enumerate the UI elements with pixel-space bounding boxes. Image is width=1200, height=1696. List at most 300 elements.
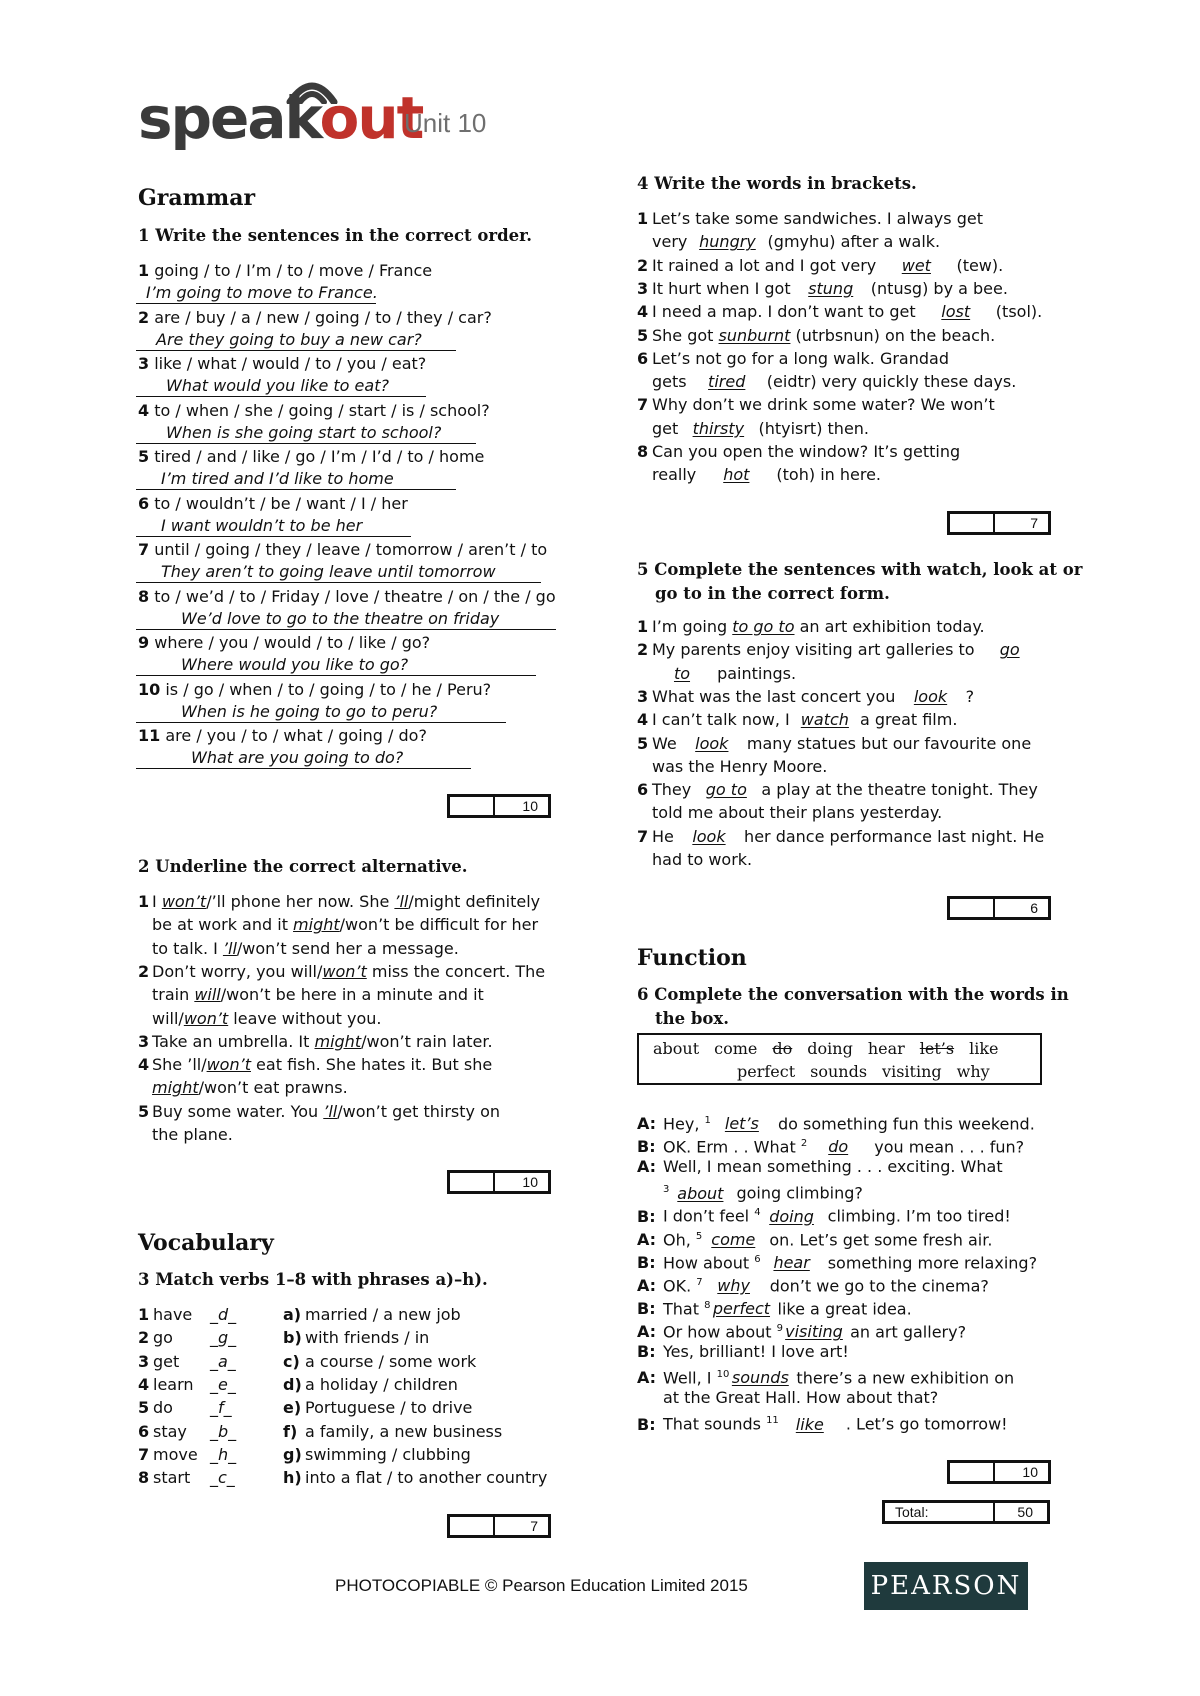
exercise-2-score-box: 10 (447, 1170, 551, 1194)
sentence-text: (ntusg) by a bee. (865, 278, 1008, 298)
sentence-text: train (152, 985, 195, 1005)
box-word: visiting (882, 1062, 942, 1081)
sentence-text: It hurt when I got (652, 278, 796, 298)
verb: do (153, 1398, 173, 1418)
sentence-text: What was the last concert you (652, 686, 901, 706)
phrase-letter: b) (283, 1328, 302, 1348)
exercise-2-line (138, 1008, 381, 1030)
item-number: 2 (637, 640, 649, 660)
sentence-text: Let’s not go for a long walk. Grandad (652, 348, 949, 368)
box-word: like (969, 1039, 999, 1058)
item-number: 1 (138, 1305, 150, 1324)
total-score-box (882, 1500, 1050, 1524)
exercise-1-prompt (138, 725, 427, 747)
phrase: a holiday / children (305, 1374, 458, 1394)
phrase: married / a new job (305, 1305, 461, 1324)
dialogue-line (637, 1226, 992, 1251)
dialogue-text: Yes, brilliant! I love art! (663, 1342, 849, 1361)
ex5-line (637, 756, 827, 778)
sentence-text: Let’s take some sandwiches. I always get (652, 209, 983, 228)
exercise-1-answer: They aren’t to going leave until tomorrow (136, 562, 541, 583)
vocabulary-heading: Vocabulary (138, 1230, 274, 1256)
speaker-label: A: (637, 1322, 657, 1342)
item-number: 3 (637, 278, 649, 298)
dialogue-text: an art gallery? (844, 1322, 967, 1342)
dialogue-text: I don’t feel (663, 1206, 755, 1226)
exercise-6-title-line2: the box. (655, 1009, 729, 1028)
dialogue-text: OK. Erm . . What (663, 1137, 801, 1157)
item-number: 2 (138, 961, 150, 981)
sentence-text: eat fish. She hates it. But she (250, 1055, 493, 1075)
phrase: a course / some work (305, 1351, 477, 1371)
item-number: 4 (637, 302, 649, 322)
item-number: 5 (138, 1101, 150, 1121)
filled-gap: like (795, 1414, 824, 1434)
dialogue-text: That sounds (663, 1414, 767, 1434)
filled-gap: thirsty (692, 418, 745, 438)
item-number: 11 (138, 726, 161, 745)
verb: get (153, 1351, 180, 1371)
ex4-line (637, 231, 940, 253)
underlined-choice: won’t (183, 1008, 229, 1028)
sentence-text: ? (960, 686, 975, 706)
exercise-2-line (138, 891, 540, 913)
item-number: 3 (138, 354, 150, 373)
copyright-footer: PHOTOCOPIABLE © Pearson Education Limited 2015 (335, 1576, 748, 1595)
phrase-letter: a) (283, 1305, 302, 1324)
unit-label: Unit 10 (404, 108, 487, 138)
item-number: 6 (637, 780, 649, 800)
exercise-1-prompt (138, 353, 426, 375)
ex4-line (637, 325, 995, 347)
exercise-3-score-box: 7 (447, 1514, 551, 1538)
speaker-label: A: (637, 1276, 657, 1296)
exercise-6-score-box: 10 (947, 1460, 1051, 1484)
ex5-line (637, 639, 1040, 661)
item-number: 3 (637, 686, 649, 706)
sentence-text: I can’t talk now, I (652, 710, 795, 730)
item-number: 1 (637, 209, 649, 228)
exercise-1-answer: What would you like to eat? (136, 376, 426, 397)
speaker-label: A: (637, 1114, 657, 1134)
filled-gap: wet (901, 255, 931, 275)
dialogue-text: something more relaxing? (822, 1252, 1038, 1272)
underlined-choice: won’t (206, 1055, 251, 1075)
filled-gap: sounds (731, 1368, 789, 1388)
sentence-text: the plane. (152, 1125, 233, 1144)
dialogue-line (637, 1156, 1003, 1178)
speaker-label: B: (637, 1206, 656, 1226)
gap-number: 11 (766, 1415, 779, 1427)
item-number: 7 (637, 395, 649, 415)
filled-gap: hear (773, 1252, 810, 1272)
ex4-line (637, 348, 949, 370)
item-number: 5 (637, 325, 649, 345)
sentence-text: I need a map. I don’t want to get (652, 302, 921, 322)
ex4-line (637, 441, 960, 463)
dialogue-text: Hey, (663, 1114, 705, 1134)
ex5-line (637, 709, 957, 731)
match-answer: _d_ (210, 1305, 237, 1324)
exercise-2-line (138, 1124, 233, 1146)
sentence-text: They (652, 780, 697, 800)
ex5-line (637, 616, 985, 638)
exercise-6-title-line1: 6 Complete the conversation with the words in (637, 985, 1069, 1004)
prompt-text: until / going / they / leave / tomorrow / aren’t / to (154, 540, 548, 559)
box-word: perfect (737, 1062, 796, 1081)
filled-gap: to (673, 663, 691, 683)
item-number: 6 (637, 348, 649, 368)
item-number: 4 (637, 710, 649, 730)
filled-gap: watch (800, 710, 849, 730)
gap-number: 2 (800, 1138, 808, 1150)
phrase-letter: e) (283, 1398, 302, 1418)
exercise-2-line (138, 1077, 348, 1099)
exercise-1-prompt (138, 307, 492, 329)
phrase-letter: f) (283, 1421, 298, 1441)
phrase: with friends / in (305, 1328, 430, 1348)
ex4-line (637, 278, 1008, 300)
total-value: 50 (1017, 1504, 1033, 1520)
sentence-text: Can you open the window? It’s getting (652, 442, 961, 461)
dialogue-text: Oh, (663, 1229, 696, 1249)
prompt-text: going / to / I’m / to / move / France (154, 261, 433, 280)
sentence-text: a play at the theatre tonight. They (756, 780, 1038, 800)
sentence-text: /won’t be difficult for her (339, 915, 539, 935)
sentence-text: leave without you. (228, 1008, 382, 1028)
word-box (637, 1033, 1042, 1085)
item-number: 4 (138, 400, 150, 420)
dialogue-line (637, 1410, 1008, 1435)
item-number: 6 (138, 1421, 150, 1441)
dialogue-line (637, 1272, 989, 1297)
item-number: 8 (637, 442, 649, 461)
sentence-text: (tsol). (990, 302, 1043, 322)
match-answer: _c_ (210, 1468, 235, 1488)
filled-gap: go (999, 640, 1020, 660)
item-number: 7 (138, 540, 150, 559)
box-word: hear (867, 1039, 905, 1058)
exercise-4-title: 4 Write the words in brackets. (637, 174, 917, 193)
match-answer: _f_ (210, 1398, 232, 1418)
dialogue-line (637, 1249, 1037, 1274)
filled-gap: why (717, 1276, 750, 1296)
sentence-text: really (652, 465, 702, 485)
exercise-5-title-line1: 5 Complete the sentences with watch, look at or (637, 560, 1083, 579)
match-answer: _g_ (210, 1328, 237, 1348)
phrase-letter: c) (283, 1351, 300, 1371)
phrase-letter: g) (283, 1444, 302, 1464)
filled-gap: tired (708, 372, 746, 392)
sentence-text: She ’ll/ (152, 1055, 207, 1075)
box-word: about (653, 1039, 700, 1058)
dialogue-line (637, 1364, 1014, 1389)
item-number: 8 (138, 586, 150, 606)
box-word: do (772, 1039, 793, 1058)
sentence-text: an art exhibition today. (794, 617, 985, 636)
exercise-1-prompt (138, 493, 408, 515)
sentence-text: /won’t eat prawns. (198, 1078, 348, 1098)
sentence-text: /might definitely (408, 892, 541, 911)
item-number: 5 (637, 733, 649, 753)
item-number: 5 (138, 1398, 150, 1418)
gap-number: 9 (776, 1322, 783, 1334)
item-number: 10 (138, 679, 161, 699)
sentence-text: was the Henry Moore. (652, 756, 828, 776)
filled-gap: hungry (699, 232, 756, 252)
filled-gap: stung (808, 278, 854, 298)
ex5-line (637, 802, 942, 824)
prompt-text: like / what / would / to / you / eat? (154, 354, 427, 373)
exercise-1-prompt (138, 260, 432, 282)
item-number: 1 (138, 261, 150, 280)
speaker-label: A: (637, 1157, 657, 1177)
underlined-choice: won’t (161, 892, 207, 911)
filled-gap: come (711, 1229, 756, 1249)
exercise-1-answer: When is he going to go to peru? (136, 702, 506, 723)
sentence-text: (eidtr) very quickly these days. (761, 372, 1017, 392)
exercise-1-answer: What are you going to do? (136, 748, 471, 769)
ex5-line (637, 733, 1031, 755)
sentence-text: We (652, 733, 682, 753)
dialogue-text: Well, I mean something . . . exciting. What (663, 1157, 1003, 1177)
ex5-line (637, 849, 752, 871)
sentence-text: My parents enjoy visiting art galleries to (652, 640, 980, 660)
item-number: 2 (138, 1328, 150, 1348)
dialogue-text: going climbing? (731, 1183, 863, 1203)
exercise-1-answer: I’m going to move to France. (136, 283, 376, 304)
ex5-line (637, 663, 796, 685)
exercise-1-answer: When is she going start to school? (136, 423, 476, 444)
dialogue-line (637, 1202, 1011, 1227)
item-number: 4 (138, 1055, 150, 1075)
grammar-heading: Grammar (138, 185, 256, 211)
exercise-1-prompt (138, 586, 556, 608)
prompt-text: to / wouldn’t / be / want / I / her (154, 493, 408, 513)
match-answer: _h_ (210, 1444, 237, 1464)
filled-gap: do (828, 1137, 849, 1157)
exercise-2-line (138, 1031, 493, 1053)
exercise-1-answer: We’d love to go to the theatre on friday (136, 609, 556, 630)
ex4-line (637, 255, 1003, 277)
exercise-2-line (138, 1101, 500, 1123)
item-number: 1 (637, 617, 649, 636)
gap-number: 7 (696, 1276, 703, 1288)
gap-number: 5 (695, 1230, 703, 1242)
exercise-1-answer: Where would you like to go? (136, 655, 536, 676)
filled-gap: doing (769, 1206, 814, 1226)
dialogue-line (637, 1341, 849, 1363)
gap-number: 3 (663, 1184, 670, 1196)
exercise-1-prompt (138, 539, 547, 561)
filled-gap: about (677, 1183, 724, 1203)
ex4-line (637, 301, 1042, 323)
verb: learn (153, 1374, 194, 1394)
prompt-text: is / go / when / to / going / to / he / Peru? (165, 679, 492, 699)
underlined-choice: won’t (322, 961, 367, 981)
dialogue-text: do something fun this weekend. (772, 1114, 1035, 1134)
sentence-text: be at work and it (152, 915, 294, 935)
dialogue-text: Or how about (663, 1322, 777, 1342)
prompt-text: are / you / to / what / going / do? (165, 726, 427, 745)
underlined-choice: will (194, 985, 221, 1005)
speaker-label: A: (637, 1368, 657, 1388)
phrase-letter: d) (283, 1374, 302, 1394)
exercise-1-answer: I want wouldn’t to be her (136, 516, 411, 537)
gap-number: 4 (754, 1207, 761, 1219)
item-number: 9 (138, 633, 150, 652)
sentence-text: gets (652, 372, 692, 392)
speaker-label: B: (637, 1299, 656, 1319)
exercise-5-score-box: 6 (947, 896, 1051, 920)
sentence-text: her dance performance last night. He (738, 826, 1045, 846)
speaker-label: B: (637, 1137, 656, 1157)
ex4-line (637, 464, 881, 486)
exercise-3-title: 3 Match verbs 1–8 with phrases a)–h). (138, 1270, 488, 1289)
phrase: swimming / clubbing (305, 1444, 471, 1464)
dialogue-text: Well, I (663, 1368, 717, 1388)
sentence-text: Buy some water. You (152, 1101, 324, 1121)
ex4-line (637, 371, 1016, 393)
dialogue-line (637, 1318, 966, 1343)
sentence-text: Why don’t we drink some water? We won’t (652, 395, 995, 415)
sentence-text: Take an umbrella. It (152, 1031, 315, 1051)
sentence-text: /’ll phone her now. She (206, 892, 395, 911)
underlined-choice: ’ll (222, 938, 237, 958)
dialogue-text: there’s a new exhibition on (791, 1368, 1015, 1388)
dialogue-line (637, 1387, 938, 1409)
dialogue-line (637, 1110, 1035, 1135)
filled-gap: perfect (712, 1299, 771, 1319)
item-number: 8 (138, 1468, 150, 1488)
phrase: into a flat / to another country (305, 1468, 548, 1488)
sentence-text: /won’t send her a message. (236, 938, 459, 958)
sentence-text: Don’t worry, you will/ (152, 961, 323, 981)
ex5-line (637, 686, 974, 708)
filled-gap: hot (723, 465, 750, 485)
dialogue-text: OK. (663, 1276, 697, 1296)
filled-gap: to go to (732, 617, 795, 636)
speaker-label: B: (637, 1342, 656, 1361)
sentence-text: (htyisrt) then. (753, 418, 870, 438)
verb: move (153, 1444, 198, 1464)
box-word: let’s (919, 1039, 955, 1058)
ex4-line (637, 208, 983, 230)
function-heading: Function (637, 945, 747, 971)
exercise-4-score-box: 7 (947, 511, 1051, 535)
gap-number: 8 (704, 1299, 711, 1311)
ex4-line (637, 394, 995, 416)
sentence-text: /won’t get thirsty on (337, 1101, 500, 1121)
item-number: 3 (138, 1031, 150, 1051)
box-word: why (956, 1062, 990, 1081)
speaker-label: A: (637, 1229, 657, 1249)
filled-gap: sunburnt (718, 325, 791, 345)
filled-gap: go to (705, 780, 747, 800)
exercise-2-title: 2 Underline the correct alternative. (138, 857, 468, 876)
verb: start (153, 1468, 191, 1488)
underlined-choice: ’ll (394, 892, 409, 911)
prompt-text: where / you / would / to / like / go? (154, 633, 431, 652)
phrase: a family, a new business (305, 1421, 503, 1441)
exercise-2-line (138, 914, 538, 936)
exercise-2-line (138, 984, 484, 1006)
dialogue-text: . Let’s go tomorrow! (840, 1414, 1008, 1434)
dialogue-text: you mean . . . fun? (869, 1137, 1025, 1157)
dialogue-line (637, 1179, 863, 1204)
filled-gap: look (913, 686, 948, 706)
filled-gap: look (695, 733, 729, 753)
ex4-line (637, 418, 869, 440)
filled-gap: let’s (724, 1114, 759, 1134)
sentence-text: (gmyhu) after a walk. (762, 232, 941, 252)
dialogue-text: That (663, 1299, 705, 1319)
match-answer: _b_ (210, 1421, 237, 1441)
box-word: doing (807, 1039, 853, 1058)
sentence-text: /won’t be here in a minute and it (220, 985, 484, 1005)
speakout-logo: speakout (138, 84, 423, 152)
sentence-text: (utrbsnun) on the beach. (790, 325, 996, 345)
underlined-choice: might (293, 915, 340, 935)
exercise-1-score-box: 10 (447, 794, 551, 818)
item-number: 7 (637, 826, 649, 846)
dialogue-line (637, 1295, 912, 1320)
sentence-text: I (152, 892, 162, 911)
sentence-text: many statues but our favourite one (741, 733, 1032, 753)
exercise-5-title-line2: go to in the correct form. (655, 584, 890, 603)
sentence-text: told me about their plans yesterday. (652, 803, 943, 823)
exercise-1-prompt (138, 632, 430, 654)
gap-number: 6 (754, 1253, 761, 1265)
exercise-1-prompt (138, 679, 491, 701)
box-word: come (714, 1039, 758, 1058)
underlined-choice: ’ll (323, 1101, 338, 1121)
sentence-text: very (652, 232, 693, 252)
dialogue-line (637, 1133, 1024, 1158)
sentence-text: a great film. (854, 710, 958, 730)
dialogue-text: on. Let’s get some fresh air. (764, 1229, 993, 1249)
pearson-logo: PEARSON (864, 1562, 1028, 1610)
item-number: 2 (637, 255, 649, 275)
prompt-text: to / when / she / going / start / is / school? (154, 400, 490, 420)
sentence-text: /won’t rain later. (361, 1031, 493, 1051)
item-number: 5 (138, 447, 150, 466)
item-number: 4 (138, 1374, 150, 1394)
gap-number: 10 (716, 1369, 730, 1381)
dialogue-text: don’t we go to the cinema? (764, 1276, 989, 1296)
gap-number: 1 (704, 1115, 711, 1126)
verb: stay (153, 1421, 187, 1441)
phrase-letter: h) (283, 1468, 302, 1488)
prompt-text: are / buy / a / new / going / to / they / car? (154, 307, 492, 327)
ex5-line (637, 779, 1038, 801)
underlined-choice: might (314, 1031, 362, 1051)
sentence-text: paintings. (712, 663, 797, 683)
exercise-2-line (138, 1054, 492, 1076)
prompt-text: to / we’d / to / Friday / love / theatre / on / the / go (154, 586, 556, 606)
dialogue-text: How about (663, 1252, 755, 1272)
exercise-2-line (138, 961, 545, 983)
dialogue-text: like a great idea. (772, 1299, 912, 1319)
sentence-text: He (652, 826, 679, 846)
sentence-text: miss the concert. The (366, 961, 546, 981)
speaker-label: B: (637, 1252, 656, 1272)
verb: go (153, 1328, 173, 1348)
item-number: 6 (138, 493, 150, 513)
item-number: 1 (138, 892, 150, 911)
sentence-text: get (652, 418, 684, 438)
match-answer: _a_ (210, 1351, 236, 1371)
